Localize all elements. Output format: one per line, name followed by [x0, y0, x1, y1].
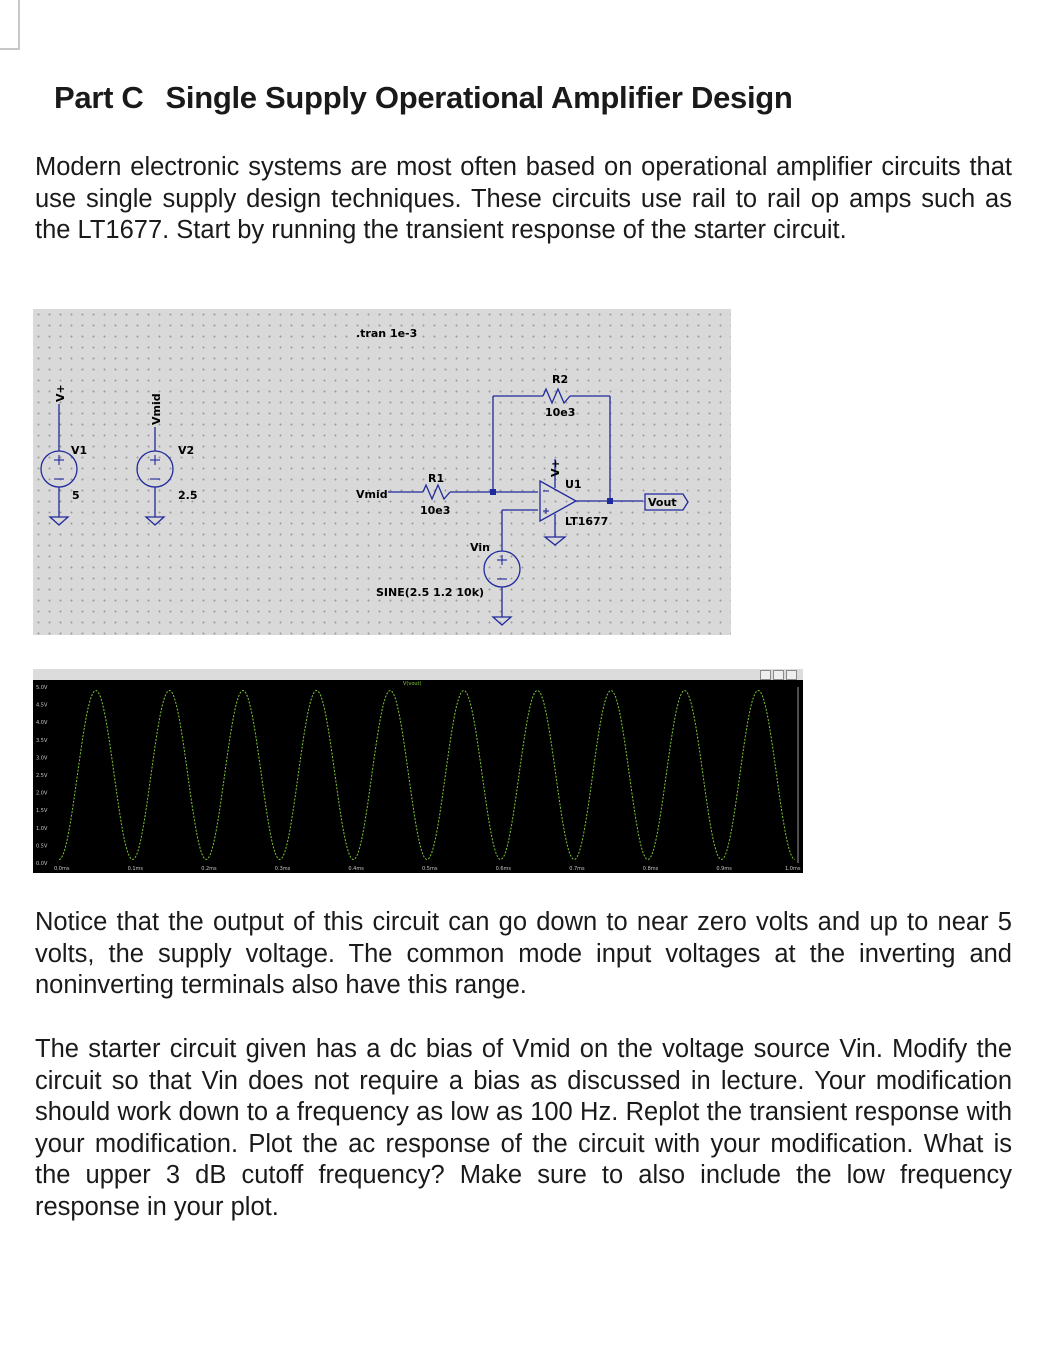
x-tick-label: 0.3ms	[274, 866, 291, 872]
u1-part: LT1677	[565, 515, 609, 528]
v1-value: 5	[72, 489, 80, 502]
x-tick-label: 0.6ms	[495, 866, 512, 872]
y-tick-label: 3.5V	[36, 737, 48, 744]
vout-label: Vout	[648, 496, 677, 509]
part-label: Part C	[54, 80, 144, 115]
task-paragraph: The starter circuit given has a dc bias of Vmid on the voltage source Vin. Modify the circuit so that Vin does not require a bias as discussed in lecture. Your modification should work down to a frequency as low as 100 Hz. Replot the transient response with your modification. Plot the ac response of the circuit with your modification. What is the upper 3 dB cutoff frequency? Make sure to also include the low frequency response in your plot.	[35, 1035, 1012, 1221]
minimize-button[interactable]	[760, 670, 771, 680]
y-tick-label: 1.5V	[36, 808, 48, 815]
v1-name: V1	[71, 444, 88, 457]
r2-value: 10e3	[545, 406, 576, 419]
x-tick-label: 1.0ms	[785, 866, 801, 872]
v1-net-label: V+	[54, 384, 67, 402]
r1-value: 10e3	[420, 504, 451, 517]
x-tick-label: 0.7ms	[569, 866, 585, 872]
vin-name: Vin	[470, 541, 490, 554]
y-tick-label: 4.5V	[36, 702, 48, 709]
waveform-window-titlebar	[33, 669, 803, 680]
vin-source: SINE(2.5 1.2 10k)	[376, 586, 485, 599]
vout-trace	[59, 691, 795, 860]
u1-supply-label: V+	[549, 459, 562, 477]
x-tick-label: 0.0ms	[54, 866, 70, 872]
y-tick-label: 4.0V	[36, 720, 48, 727]
u1-name: U1	[565, 478, 582, 491]
close-button[interactable]	[786, 670, 797, 680]
notice-paragraph: Notice that the output of this circuit can go down to near zero volts and up to near 5 volts, the supply voltage. The common mode input voltages at the inverting and noninverting terminals also have this range.	[35, 908, 1012, 999]
y-tick-label: 3.0V	[36, 755, 48, 762]
y-tick-label: 2.5V	[36, 773, 48, 779]
y-tick-label: 0.5V	[36, 843, 48, 850]
plot-title: V(vout)	[403, 681, 422, 687]
r2-name: R2	[552, 373, 569, 386]
x-tick-label: 0.1ms	[127, 866, 144, 872]
v2-value: 2.5	[178, 489, 198, 502]
schematic-figure	[33, 309, 731, 635]
page-title	[54, 80, 793, 116]
title-text: Single Supply Operational Amplifier Design	[165, 80, 793, 115]
v2-name: V2	[178, 444, 195, 457]
x-tick-label: 0.9ms	[716, 866, 732, 872]
y-tick-label: 1.0V	[36, 825, 48, 832]
x-tick-label: 0.2ms	[201, 866, 217, 872]
v2-net-label: Vmid	[150, 393, 163, 425]
r1-name: R1	[428, 472, 445, 485]
tran-directive: .tran 1e-3	[356, 327, 418, 340]
intro-paragraph: Modern electronic systems are most often based on operational amplifier circuits that use single supply design techniques. These circuits use rail to rail op amps such as the LT1677. Start by running the transient response of the starter circuit.	[35, 153, 1012, 244]
y-tick-label: 5.0V	[36, 685, 48, 691]
page-corner-mark	[0, 0, 20, 50]
r1-net-label: Vmid	[356, 488, 388, 501]
maximize-button[interactable]	[773, 670, 784, 680]
y-tick-label: 0.0V	[36, 861, 48, 867]
x-tick-label: 0.4ms	[348, 866, 364, 872]
x-tick-label: 0.8ms	[642, 866, 659, 872]
x-tick-label: 0.5ms	[422, 866, 438, 872]
waveform-plot	[33, 669, 803, 873]
y-tick-label: 2.0V	[36, 790, 48, 797]
